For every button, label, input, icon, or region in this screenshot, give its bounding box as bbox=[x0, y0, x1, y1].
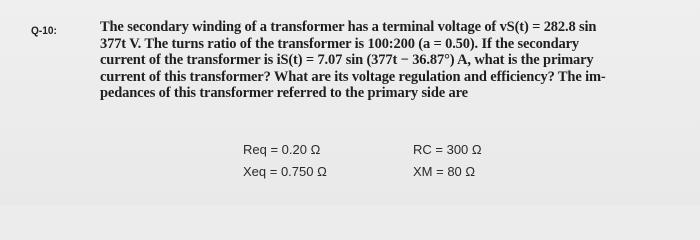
question-line: current of the transformer is iS(t) = 7.07 sin (377t − 36.87°) A, what is the primary bbox=[100, 52, 594, 68]
question-line: 377t V. The turns ratio of the transformer is 100:200 (a = 0.50). If the secondary bbox=[100, 35, 579, 52]
question-line: pedances of this transformer referred to the primary side are bbox=[100, 85, 468, 101]
question-line: current of this transformer? What are its voltage regulation and efficiency? The im- bbox=[100, 68, 606, 85]
question-line: The secondary winding of a transformer has a terminal voltage of vS(t) = 282.8 sin bbox=[100, 19, 597, 35]
equivalent-resistance: Req = 0.20 Ω bbox=[243, 142, 321, 157]
question-text bbox=[100, 19, 620, 102]
parameters-right bbox=[413, 139, 482, 183]
magnetizing-reactance: XM = 80 Ω bbox=[413, 164, 476, 179]
equivalent-reactance: Xeq = 0.750 Ω bbox=[243, 164, 327, 179]
core-loss-resistance: RC = 300 Ω bbox=[413, 142, 482, 157]
parameters-left bbox=[243, 139, 327, 183]
question-number: Q-10: bbox=[31, 25, 57, 37]
